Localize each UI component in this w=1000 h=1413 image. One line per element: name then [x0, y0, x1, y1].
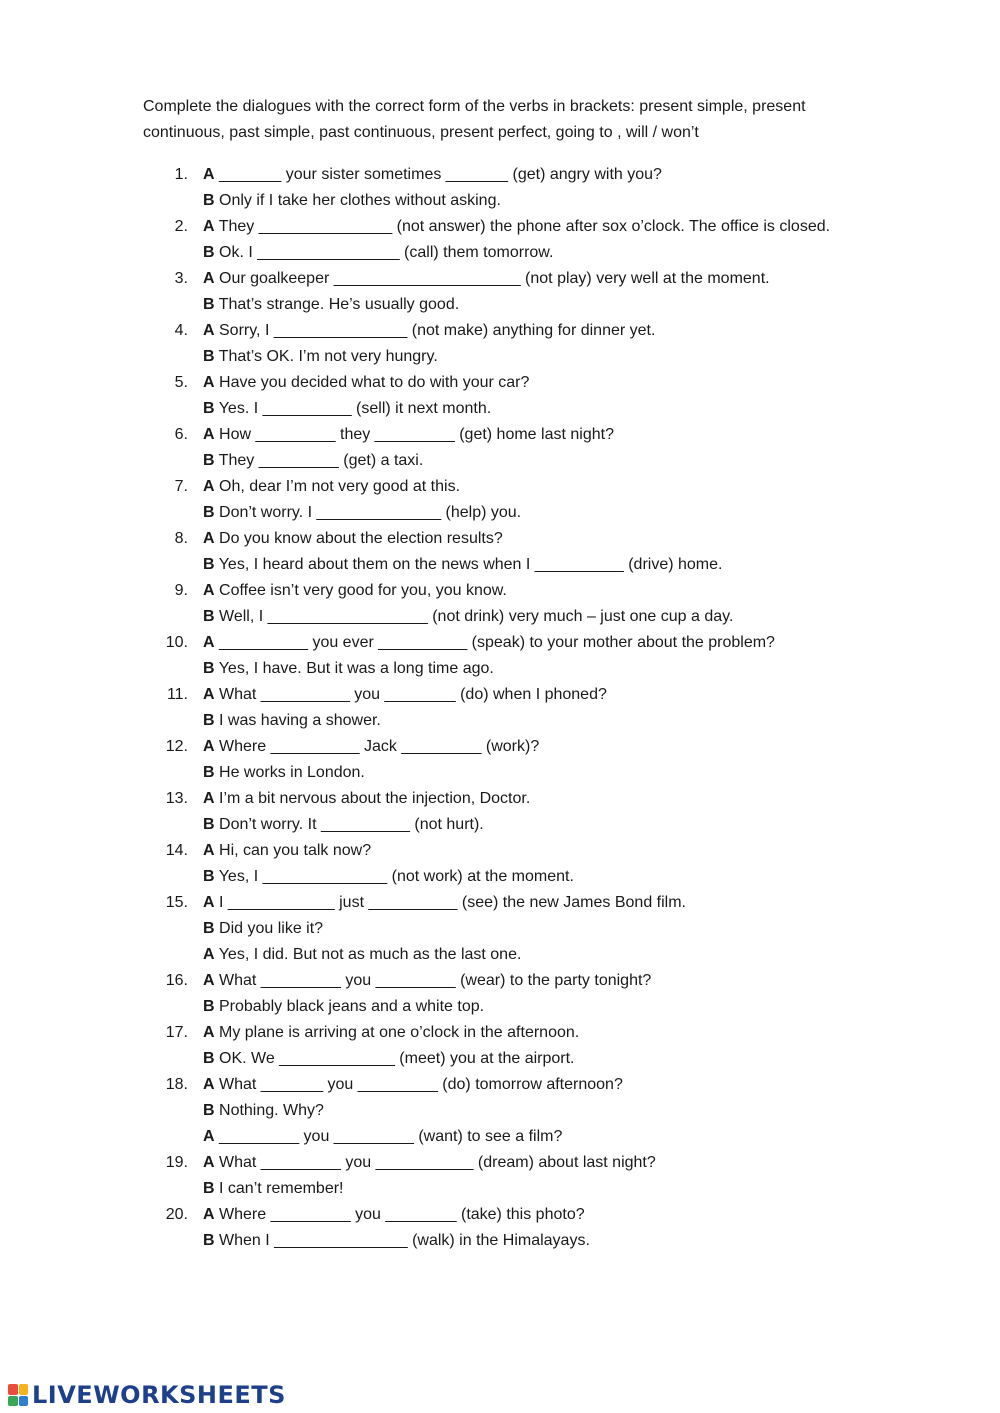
speaker-label: A	[203, 738, 215, 755]
logo-square	[8, 1384, 18, 1395]
dialogue-text	[203, 422, 614, 448]
dialogue-line	[0, 162, 1000, 188]
speaker-label: B	[203, 1102, 215, 1119]
item-number: 11.	[166, 686, 188, 703]
item-number: 4.	[174, 322, 188, 339]
dialogue-text	[203, 552, 722, 578]
line-content: Probably black jeans and a white top.	[214, 998, 485, 1015]
speaker-label: B	[203, 868, 215, 885]
dialogue-line	[0, 214, 1000, 240]
dialogue-text	[203, 968, 651, 994]
dialogue-text	[203, 604, 733, 630]
dialogue-text	[203, 292, 459, 318]
line-content: Did you like it?	[214, 920, 324, 937]
line-content: Nothing. Why?	[214, 1102, 324, 1119]
speaker-label: A	[203, 270, 215, 287]
speaker-label: A	[203, 478, 215, 495]
dialogue-text	[203, 656, 494, 682]
dialogue-line	[0, 1046, 1000, 1072]
item-number: 20.	[165, 1206, 188, 1223]
logo-square	[8, 1396, 18, 1407]
speaker-label: A	[203, 1076, 215, 1093]
speaker-label: B	[203, 556, 215, 573]
dialogue-line	[0, 370, 1000, 396]
line-content: Where __________ Jack _________ (work)?	[214, 738, 540, 755]
line-content: Our goalkeeper _____________________ (not play) very well at the moment.	[214, 270, 770, 287]
speaker-label: B	[203, 400, 215, 417]
dialogue-line	[0, 396, 1000, 422]
dialogue-line	[0, 1098, 1000, 1124]
dialogue-line	[0, 1072, 1000, 1098]
item-number: 18.	[165, 1076, 188, 1093]
line-content: I ____________ just __________ (see) the new James Bond film.	[214, 894, 686, 911]
speaker-label: B	[203, 998, 215, 1015]
line-content: Yes, I have. But it was a long time ago.	[214, 660, 494, 677]
line-content: Sorry, I _______________ (not make) anything for dinner yet.	[214, 322, 656, 339]
dialogue-line	[0, 344, 1000, 370]
speaker-label: B	[203, 244, 215, 261]
speaker-label: B	[203, 1050, 215, 1067]
line-content: Well, I __________________ (not drink) very much – just one cup a day.	[214, 608, 734, 625]
item-number: 13.	[165, 790, 188, 807]
dialogue-text	[203, 864, 574, 890]
dialogue-text	[203, 1124, 562, 1150]
logo-text: LIVEWORKSHEETS	[32, 1381, 286, 1409]
dialogue-text	[203, 1202, 585, 1228]
dialogue-text	[203, 1020, 579, 1046]
dialogue-line	[0, 578, 1000, 604]
dialogue-text	[203, 890, 686, 916]
dialogue-line	[0, 1202, 1000, 1228]
dialogue-line	[0, 630, 1000, 656]
item-number: 12.	[165, 738, 188, 755]
speaker-label: B	[203, 1180, 215, 1197]
speaker-label: A	[203, 894, 215, 911]
speaker-label: A	[203, 582, 215, 599]
dialogue-line	[0, 1228, 1000, 1254]
speaker-label: A	[203, 1128, 215, 1145]
dialogue-line	[0, 916, 1000, 942]
dialogue-text	[203, 630, 775, 656]
dialogue-text	[203, 786, 530, 812]
line-content: Don’t worry. I ______________ (help) you.	[214, 504, 522, 521]
dialogue-text	[203, 1072, 623, 1098]
dialogue-text	[203, 838, 371, 864]
dialogue-line	[0, 786, 1000, 812]
item-number: 15.	[165, 894, 188, 911]
line-content: Ok. I ________________ (call) them tomorrow.	[214, 244, 554, 261]
exercise-list	[0, 162, 1000, 1254]
line-content: Do you know about the election results?	[214, 530, 503, 547]
line-content: Oh, dear I’m not very good at this.	[214, 478, 461, 495]
dialogue-text	[203, 188, 501, 214]
line-content: Don’t worry. It __________ (not hurt).	[214, 816, 484, 833]
speaker-label: A	[203, 166, 215, 183]
line-content: What _________ you ___________ (dream) about last night?	[214, 1154, 656, 1171]
line-content: Where _________ you ________ (take) this photo?	[214, 1206, 585, 1223]
speaker-label: A	[203, 842, 215, 859]
dialogue-line	[0, 1020, 1000, 1046]
line-content: When I _______________ (walk) in the Himalayays.	[214, 1232, 590, 1249]
line-content: They _______________ (not answer) the phone after sox o’clock. The office is closed.	[214, 218, 831, 235]
dialogue-text	[203, 682, 607, 708]
dialogue-line	[0, 942, 1000, 968]
item-number: 2.	[174, 218, 188, 235]
line-content: Only if I take her clothes without asking.	[214, 192, 501, 209]
speaker-label: A	[203, 686, 215, 703]
dialogue-line	[0, 656, 1000, 682]
speaker-label: B	[203, 348, 215, 365]
item-number: 7.	[174, 478, 188, 495]
line-content: They _________ (get) a taxi.	[214, 452, 424, 469]
dialogue-text	[203, 994, 484, 1020]
line-content: Coffee isn’t very good for you, you know.	[214, 582, 507, 599]
line-content: My plane is arriving at one o’clock in the afternoon.	[214, 1024, 580, 1041]
dialogue-text	[203, 812, 484, 838]
dialogue-line	[0, 422, 1000, 448]
speaker-label: A	[203, 1154, 215, 1171]
dialogue-line	[0, 188, 1000, 214]
dialogue-text	[203, 578, 507, 604]
item-number: 19.	[165, 1154, 188, 1171]
speaker-label: B	[203, 660, 215, 677]
dialogue-text	[203, 734, 539, 760]
dialogue-line	[0, 266, 1000, 292]
speaker-label: B	[203, 452, 215, 469]
dialogue-text	[203, 318, 655, 344]
dialogue-line	[0, 500, 1000, 526]
item-number: 3.	[174, 270, 188, 287]
line-content: What __________ you ________ (do) when I phoned?	[214, 686, 607, 703]
line-content: Hi, can you talk now?	[214, 842, 372, 859]
dialogue-line	[0, 864, 1000, 890]
dialogue-text	[203, 448, 423, 474]
speaker-label: A	[203, 1206, 215, 1223]
item-number: 9.	[174, 582, 188, 599]
speaker-label: B	[203, 192, 215, 209]
dialogue-text	[203, 1098, 324, 1124]
item-number: 1.	[174, 166, 188, 183]
speaker-label: B	[203, 712, 215, 729]
dialogue-line	[0, 448, 1000, 474]
dialogue-line	[0, 890, 1000, 916]
line-content: Yes, I heard about them on the news when I __________ (drive) home.	[214, 556, 723, 573]
item-number: 17.	[165, 1024, 188, 1041]
dialogue-text	[203, 396, 491, 422]
dialogue-line	[0, 604, 1000, 630]
dialogue-line	[0, 1124, 1000, 1150]
dialogue-text	[203, 370, 529, 396]
dialogue-text	[203, 1046, 574, 1072]
speaker-label: A	[203, 374, 215, 391]
line-content: What _________ you _________ (wear) to the party tonight?	[214, 972, 652, 989]
dialogue-line	[0, 968, 1000, 994]
dialogue-line	[0, 812, 1000, 838]
speaker-label: A	[203, 530, 215, 547]
speaker-label: A	[203, 790, 215, 807]
dialogue-text	[203, 266, 770, 292]
dialogue-text	[203, 344, 438, 370]
logo-square	[19, 1396, 29, 1407]
line-content: _______ your sister sometimes _______ (get) angry with you?	[214, 166, 662, 183]
liveworksheets-logo	[8, 1380, 286, 1410]
line-content: What _______ you _________ (do) tomorrow afternoon?	[214, 1076, 623, 1093]
dialogue-line	[0, 292, 1000, 318]
dialogue-text	[203, 1176, 344, 1202]
dialogue-text	[203, 500, 521, 526]
speaker-label: A	[203, 322, 215, 339]
dialogue-line	[0, 760, 1000, 786]
item-number: 10.	[165, 634, 188, 651]
item-number: 16.	[165, 972, 188, 989]
dialogue-line	[0, 734, 1000, 760]
line-content: I’m a bit nervous about the injection, Doctor.	[214, 790, 531, 807]
dialogue-line	[0, 994, 1000, 1020]
dialogue-line	[0, 838, 1000, 864]
dialogue-text	[203, 942, 521, 968]
speaker-label: A	[203, 218, 215, 235]
line-content: That’s OK. I’m not very hungry.	[214, 348, 438, 365]
dialogue-text	[203, 474, 460, 500]
line-content: __________ you ever __________ (speak) to your mother about the problem?	[214, 634, 775, 651]
dialogue-line	[0, 1150, 1000, 1176]
speaker-label: A	[203, 972, 215, 989]
dialogue-text	[203, 916, 323, 942]
dialogue-text	[203, 1150, 656, 1176]
line-content: Have you decided what to do with your car?	[214, 374, 530, 391]
dialogue-text	[203, 240, 553, 266]
item-number: 8.	[174, 530, 188, 547]
speaker-label: B	[203, 764, 215, 781]
speaker-label: A	[203, 634, 215, 651]
dialogue-text	[203, 214, 830, 240]
dialogue-line	[0, 552, 1000, 578]
speaker-label: A	[203, 946, 215, 963]
dialogue-line	[0, 682, 1000, 708]
line-content: How _________ they _________ (get) home last night?	[214, 426, 614, 443]
dialogue-line	[0, 474, 1000, 500]
line-content: That’s strange. He’s usually good.	[214, 296, 460, 313]
dialogue-text	[203, 708, 381, 734]
logo-icon	[8, 1384, 28, 1406]
dialogue-text	[203, 760, 365, 786]
line-content: Yes, I did. But not as much as the last one.	[214, 946, 522, 963]
dialogue-line	[0, 526, 1000, 552]
line-content: Yes. I __________ (sell) it next month.	[214, 400, 492, 417]
speaker-label: B	[203, 608, 215, 625]
dialogue-line	[0, 318, 1000, 344]
speaker-label: B	[203, 1232, 215, 1249]
dialogue-line	[0, 240, 1000, 266]
dialogue-text	[203, 1228, 590, 1254]
item-number: 14.	[165, 842, 188, 859]
speaker-label: B	[203, 920, 215, 937]
speaker-label: B	[203, 816, 215, 833]
instructions: Complete the dialogues with the correct form of the verbs in brackets: present simple, present continuous, past simple, past continuous, present perfect, going to , will / won’t	[143, 98, 806, 141]
line-content: I can’t remember!	[214, 1180, 344, 1197]
line-content: I was having a shower.	[214, 712, 381, 729]
line-content: OK. We _____________ (meet) you at the airport.	[214, 1050, 575, 1067]
logo-square	[19, 1384, 29, 1395]
dialogue-text	[203, 162, 662, 188]
speaker-label: B	[203, 296, 215, 313]
item-number: 6.	[174, 426, 188, 443]
dialogue-text	[203, 526, 503, 552]
speaker-label: A	[203, 426, 215, 443]
line-content: _________ you _________ (want) to see a film?	[214, 1128, 563, 1145]
speaker-label: A	[203, 1024, 215, 1041]
line-content: He works in London.	[214, 764, 365, 781]
line-content: Yes, I ______________ (not work) at the moment.	[214, 868, 574, 885]
speaker-label: B	[203, 504, 215, 521]
dialogue-line	[0, 708, 1000, 734]
dialogue-line	[0, 1176, 1000, 1202]
item-number: 5.	[174, 374, 188, 391]
